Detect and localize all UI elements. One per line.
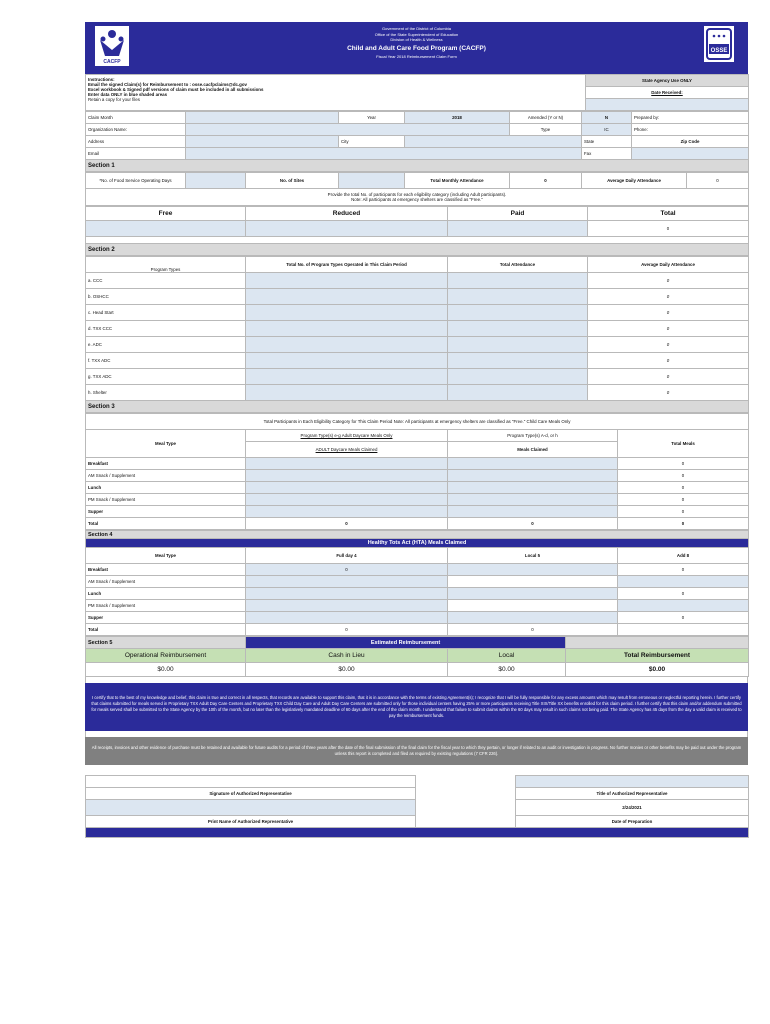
section-3-table (85, 413, 749, 530)
signature-gap (416, 816, 516, 828)
section-2-table (85, 256, 749, 413)
type-field[interactable]: IC (582, 124, 632, 136)
state-label: State (582, 136, 632, 148)
hta-meal-label: PM Snack / Supplement (86, 600, 246, 612)
free-header: Free (86, 207, 246, 221)
program-label: g. TXX ADC (86, 369, 246, 385)
instructions-block (86, 75, 586, 111)
estimated-reimbursement-banner: Estimated Reimbursement (246, 637, 566, 649)
signature-gap (416, 776, 516, 788)
hta-full-total: 0 (246, 624, 448, 636)
instructions-line-1[interactable]: Email the signed Claim(s) for Reimbursement to : osse.cacfpclaims@dc.gov (88, 82, 247, 87)
table-row (86, 482, 749, 494)
meal-type-header: Meal Type (86, 430, 246, 458)
section-4-table (85, 530, 749, 636)
section-1-table (85, 172, 749, 206)
program-ada-value: 0 (588, 273, 749, 289)
signature-field[interactable] (86, 776, 416, 788)
monthly-attendance-label: Total Monthly Attendance (405, 173, 510, 189)
eligibility-table (85, 206, 749, 256)
program-count-field[interactable] (246, 353, 448, 369)
grand-total-meals: 0 (618, 518, 749, 530)
operating-days-label: *No. of Food Service Operating Days (86, 173, 186, 189)
adc-meals-field[interactable] (246, 470, 448, 482)
program-attendance-header: Total Attendance (448, 257, 588, 273)
hta-local-field[interactable] (448, 600, 618, 612)
hta-full-field[interactable]: 0 (246, 564, 448, 576)
instructions-line-3: Enter data ONLY in blue shaded areas (88, 92, 168, 97)
monthly-attendance-value: 0 (510, 173, 582, 189)
amended-label: Amended (Y or N) (510, 112, 582, 124)
sites-label: No. of Sites (246, 173, 339, 189)
table-row (86, 564, 749, 576)
operational-reimbursement-header: Operational Reimbursement (86, 649, 246, 663)
table-row (86, 588, 749, 600)
meal-label: Lunch (86, 482, 246, 494)
table-row (86, 600, 749, 612)
table-row (86, 612, 749, 624)
paid-field[interactable] (448, 221, 588, 237)
section-5-table (85, 636, 749, 677)
table-row (86, 458, 749, 470)
hta-meal-type-header: Meal Type (86, 548, 246, 564)
hta-local-field[interactable] (448, 588, 618, 600)
meal-total: 0 (618, 482, 749, 494)
paid-header: Paid (448, 207, 588, 221)
hta-addl-field[interactable] (618, 576, 749, 588)
claim-month-label: Claim Month (86, 112, 186, 124)
eligibility-note (86, 189, 749, 206)
header-line-2: Office of the State Superintendent of Education (374, 31, 459, 37)
hta-meal-label: AM Snack / Supplement (86, 576, 246, 588)
reduced-header: Reduced (246, 207, 448, 221)
program-count-field[interactable] (246, 337, 448, 353)
hta-meal-label: Lunch (86, 588, 246, 600)
table-row (86, 470, 749, 482)
hta-meal-label: Supper (86, 612, 246, 624)
date-received-label: Date Received: (586, 87, 749, 99)
org-name-field[interactable] (186, 124, 510, 136)
hta-local-header: Local 5 (448, 548, 618, 564)
records-retention-text: All receipts, invoices and other evidence of purchase must be retained and available for future audits for a period of three years after the date of the final submission of the final claim for the fiscal year to which they pertain, or longer if related to an audit or investigation in progress. No further monies or other benefits may be paid out under the program unless this report is completed and filed as required by existing regulations (7 CFR 226). (85, 737, 748, 765)
program-attendance-field[interactable] (448, 353, 588, 369)
table-row (86, 273, 749, 289)
type-label: Type (510, 124, 582, 136)
program-total-header: Total No. of Program Types Operated in This Claim Period (246, 257, 448, 273)
operational-reimbursement-value: $0.00 (86, 663, 246, 677)
state-agency-use: State Agency Use ONLY (586, 75, 749, 87)
claim-month-field[interactable] (186, 112, 339, 124)
operating-days-field[interactable] (186, 173, 246, 189)
ah-meals-field[interactable] (448, 470, 618, 482)
eligibility-note-2: Note: All participants at emergency shelters are classified as "Free." (351, 197, 483, 202)
instructions-table (85, 74, 749, 111)
email-label: Email (86, 148, 186, 160)
svg-text:OSSE: OSSE (710, 48, 728, 54)
program-attendance-field[interactable] (448, 385, 588, 401)
certification-text: I certify that to the best of my knowledge and belief, this claim is true and correct in all respects, that records are available to support this claim, that it is in accordance with the terms of existing Agreement(s); I recognize that I will be fully responsible for any excess amounts which may result from erroneous or neglectful reporting herein. I further certify that claims submitted for meals served in Proprietary TXX Adult Day Care Centers and Proprietary TXX Child Day Care and Adult Day Care Centers are submitted only for those individual centers having 25% or more participants receiving Title XIX/Title XX benefits enrolled for this claim period. I further certify that this claim and/or addendum submitted for meals served shall be submitted to the State Agency by the 10th of the month, but no later than the legislatively mandated deadline of 60 days after the end of the claim month. I understand that failure to submit claims within the 60 days may result in such claims not being paid. The State Agency has 45 days from the day a valid claim is received to pay the reimbursement funds. (85, 683, 748, 731)
section-4-title: Section 4 (86, 531, 749, 539)
ah-meals-field[interactable] (448, 482, 618, 494)
table-row (86, 353, 749, 369)
table-row (86, 289, 749, 305)
signature-label: Signature of Authorized Representative (86, 788, 416, 800)
header-line-1: Government of the District of Columbia (382, 26, 451, 31)
program-ada-value: 0 (588, 321, 749, 337)
meal-total: 0 (618, 458, 749, 470)
hta-addl-total (618, 624, 749, 636)
ah-meals-field[interactable] (448, 458, 618, 470)
amended-field[interactable]: N (582, 112, 632, 124)
form-header (85, 22, 748, 74)
daily-attendance-label: Average Daily Attendance (582, 173, 687, 189)
org-name-label: Organization Name: (86, 124, 186, 136)
program-attendance-field[interactable] (448, 369, 588, 385)
meal-total: 0 (618, 506, 749, 518)
signature-gap (416, 788, 516, 800)
preparation-date-value[interactable]: 2/24/2021 (516, 800, 749, 816)
meal-total: 0 (618, 494, 749, 506)
program-ada-value: 0 (588, 353, 749, 369)
section-2-title: Section 2 (86, 244, 749, 256)
print-name-label: Print Name of Authorized Representative (86, 816, 416, 828)
organization-info-table (85, 111, 749, 172)
header-line-3: Division of Health & Wellness (390, 37, 443, 42)
hta-total-label: Total (86, 624, 246, 636)
total-reimbursement-value: $0.00 (566, 663, 749, 677)
claim-form-sheet (85, 22, 748, 838)
hta-local-field[interactable] (448, 564, 618, 576)
hta-addl-field[interactable] (618, 600, 749, 612)
date-received-field[interactable] (586, 99, 749, 111)
meal-label: Breakfast (86, 458, 246, 470)
hta-local-field[interactable] (448, 612, 618, 624)
program-attendance-field[interactable] (448, 289, 588, 305)
hta-full-field[interactable] (246, 600, 448, 612)
program-label: a. CCC (86, 273, 246, 289)
adc-meals-field[interactable] (246, 458, 448, 470)
program-label: d. TXX CCC (86, 321, 246, 337)
total-label: Total (86, 518, 246, 530)
program-types-header: Program Types (86, 257, 246, 273)
osse-logo (704, 26, 734, 62)
adc-total: 0 (246, 518, 448, 530)
hta-full-field[interactable] (246, 612, 448, 624)
program-attendance-field[interactable] (448, 337, 588, 353)
program-count-field[interactable] (246, 273, 448, 289)
free-field[interactable] (86, 221, 246, 237)
program-label: c. Head Start (86, 305, 246, 321)
sites-field[interactable] (339, 173, 405, 189)
program-count-field[interactable] (246, 321, 448, 337)
table-row (86, 518, 749, 530)
program-ada-value: 0 (588, 369, 749, 385)
form-title: Child and Adult Care Food Program (CACFP) (347, 44, 486, 52)
reduced-field[interactable] (246, 221, 448, 237)
instructions-line-2: Excel workbook & Signed pdf versions of claim must be included in all submissions (88, 87, 264, 92)
instructions-title: Instructions: (88, 77, 115, 82)
preparation-date-label: Date of Preparation (516, 816, 749, 828)
adc-meals-field[interactable] (246, 494, 448, 506)
city-label: City (339, 136, 405, 148)
program-ada-value: 0 (588, 385, 749, 401)
hta-local-total: 0 (448, 624, 618, 636)
email-field[interactable] (186, 148, 582, 160)
table-row (86, 576, 749, 588)
hta-full-field[interactable] (246, 576, 448, 588)
eligibility-total: 0 (588, 221, 749, 237)
section-1-title: Section 1 (86, 160, 749, 172)
program-ada-value: 0 (588, 337, 749, 353)
program-label: e. ADC (86, 337, 246, 353)
ah-total: 0 (448, 518, 618, 530)
hta-addl-header: Add 8 (618, 548, 749, 564)
ah-subheader: Meals Claimed (448, 442, 618, 458)
signature-gap (416, 800, 516, 816)
svg-text:CACFP: CACFP (103, 59, 121, 65)
footer-bar (86, 828, 749, 838)
prepared-by-label: Prepared by: (632, 112, 749, 124)
spacer (85, 765, 748, 775)
table-row (86, 506, 749, 518)
hta-local-field[interactable] (448, 576, 618, 588)
section-3-title: Section 3 (86, 401, 749, 413)
table-row (86, 305, 749, 321)
program-label: f. TXX ADC (86, 353, 246, 369)
title-field[interactable] (516, 776, 749, 788)
hta-full-field[interactable] (246, 588, 448, 600)
signature-table (85, 775, 749, 838)
city-field[interactable] (405, 136, 582, 148)
cacfp-logo (95, 26, 129, 66)
table-row (86, 385, 749, 401)
meal-label: PM Snack / Supplement (86, 494, 246, 506)
local-value: $0.00 (448, 663, 566, 677)
hta-addl-value: 0 (618, 612, 749, 624)
program-ada-header: Average Daily Attendance (588, 257, 749, 273)
hta-full-header: Full day 4 (246, 548, 448, 564)
meal-label: AM Snack / Supplement (86, 470, 246, 482)
adc-meals-field[interactable] (246, 482, 448, 494)
adc-subheader: ADULT Daycare Meals Claimed (246, 442, 448, 458)
year-label: Year (339, 112, 405, 124)
address-field[interactable] (186, 136, 339, 148)
fax-label: Fax (582, 148, 632, 160)
zip-label: Zip Code (632, 136, 749, 148)
program-ada-value: 0 (588, 289, 749, 305)
phone-label: Phone: (632, 124, 749, 136)
section-3-note: Total Participants in Each Eligibility Category for This Claim Period Note: All participants at emergency shelters are classified as "Free." Child Care Meals Only (86, 414, 749, 430)
cash-in-lieu-header: Cash in Lieu (246, 649, 448, 663)
hta-addl-value: 0 (618, 564, 749, 576)
cash-in-lieu-value: $0.00 (246, 663, 448, 677)
year-field[interactable]: 2018 (405, 112, 510, 124)
program-ada-value: 0 (588, 305, 749, 321)
daily-attendance-value: 0 (687, 173, 749, 189)
hta-banner: Healthy Tots Act (HTA) Meals Claimed (86, 539, 749, 548)
table-row (86, 494, 749, 506)
program-attendance-field[interactable] (448, 305, 588, 321)
hta-meal-label: Breakfast (86, 564, 246, 576)
program-count-field[interactable] (246, 289, 448, 305)
program-label: b. OSHCC (86, 289, 246, 305)
ah-header: Program Type(s) A-d, or h (448, 430, 618, 442)
local-header: Local (448, 649, 566, 663)
table-row (86, 321, 749, 337)
table-row (86, 337, 749, 353)
ah-meals-field[interactable] (448, 506, 618, 518)
meal-label: Supper (86, 506, 246, 518)
program-attendance-field[interactable] (448, 321, 588, 337)
total-meals-header: Total Meals (618, 430, 749, 458)
address-label: Address (86, 136, 186, 148)
program-count-field[interactable] (246, 369, 448, 385)
table-row (86, 624, 749, 636)
hta-addl-value: 0 (618, 588, 749, 600)
program-attendance-field[interactable] (448, 273, 588, 289)
total-reimbursement-header: Total Reimbursement (566, 649, 749, 663)
total-header: Total (588, 207, 749, 221)
spacer-row (86, 237, 749, 244)
ah-meals-field[interactable] (448, 494, 618, 506)
program-label: h. Shelter (86, 385, 246, 401)
form-subtitle: Fiscal Year 2018 Reimbursement Claim Form (376, 53, 457, 59)
fax-field[interactable] (632, 148, 749, 160)
print-name-field[interactable] (86, 800, 416, 816)
meal-total: 0 (618, 470, 749, 482)
section-5-filler (566, 637, 749, 649)
program-count-field[interactable] (246, 385, 448, 401)
table-row (86, 369, 749, 385)
instructions-line-4: Retain a copy for your files (88, 97, 140, 102)
eligibility-note-1: Provide the total No. of participants for each eligibility category (including Adult participants). (327, 192, 507, 197)
adc-header: Program Type(s) e-g Adult Daycare Meals Only (246, 430, 448, 442)
title-label: Title of Authorized Representative (516, 788, 749, 800)
adc-meals-field[interactable] (246, 506, 448, 518)
section-5-title: Section 5 (86, 637, 246, 649)
program-count-field[interactable] (246, 305, 448, 321)
